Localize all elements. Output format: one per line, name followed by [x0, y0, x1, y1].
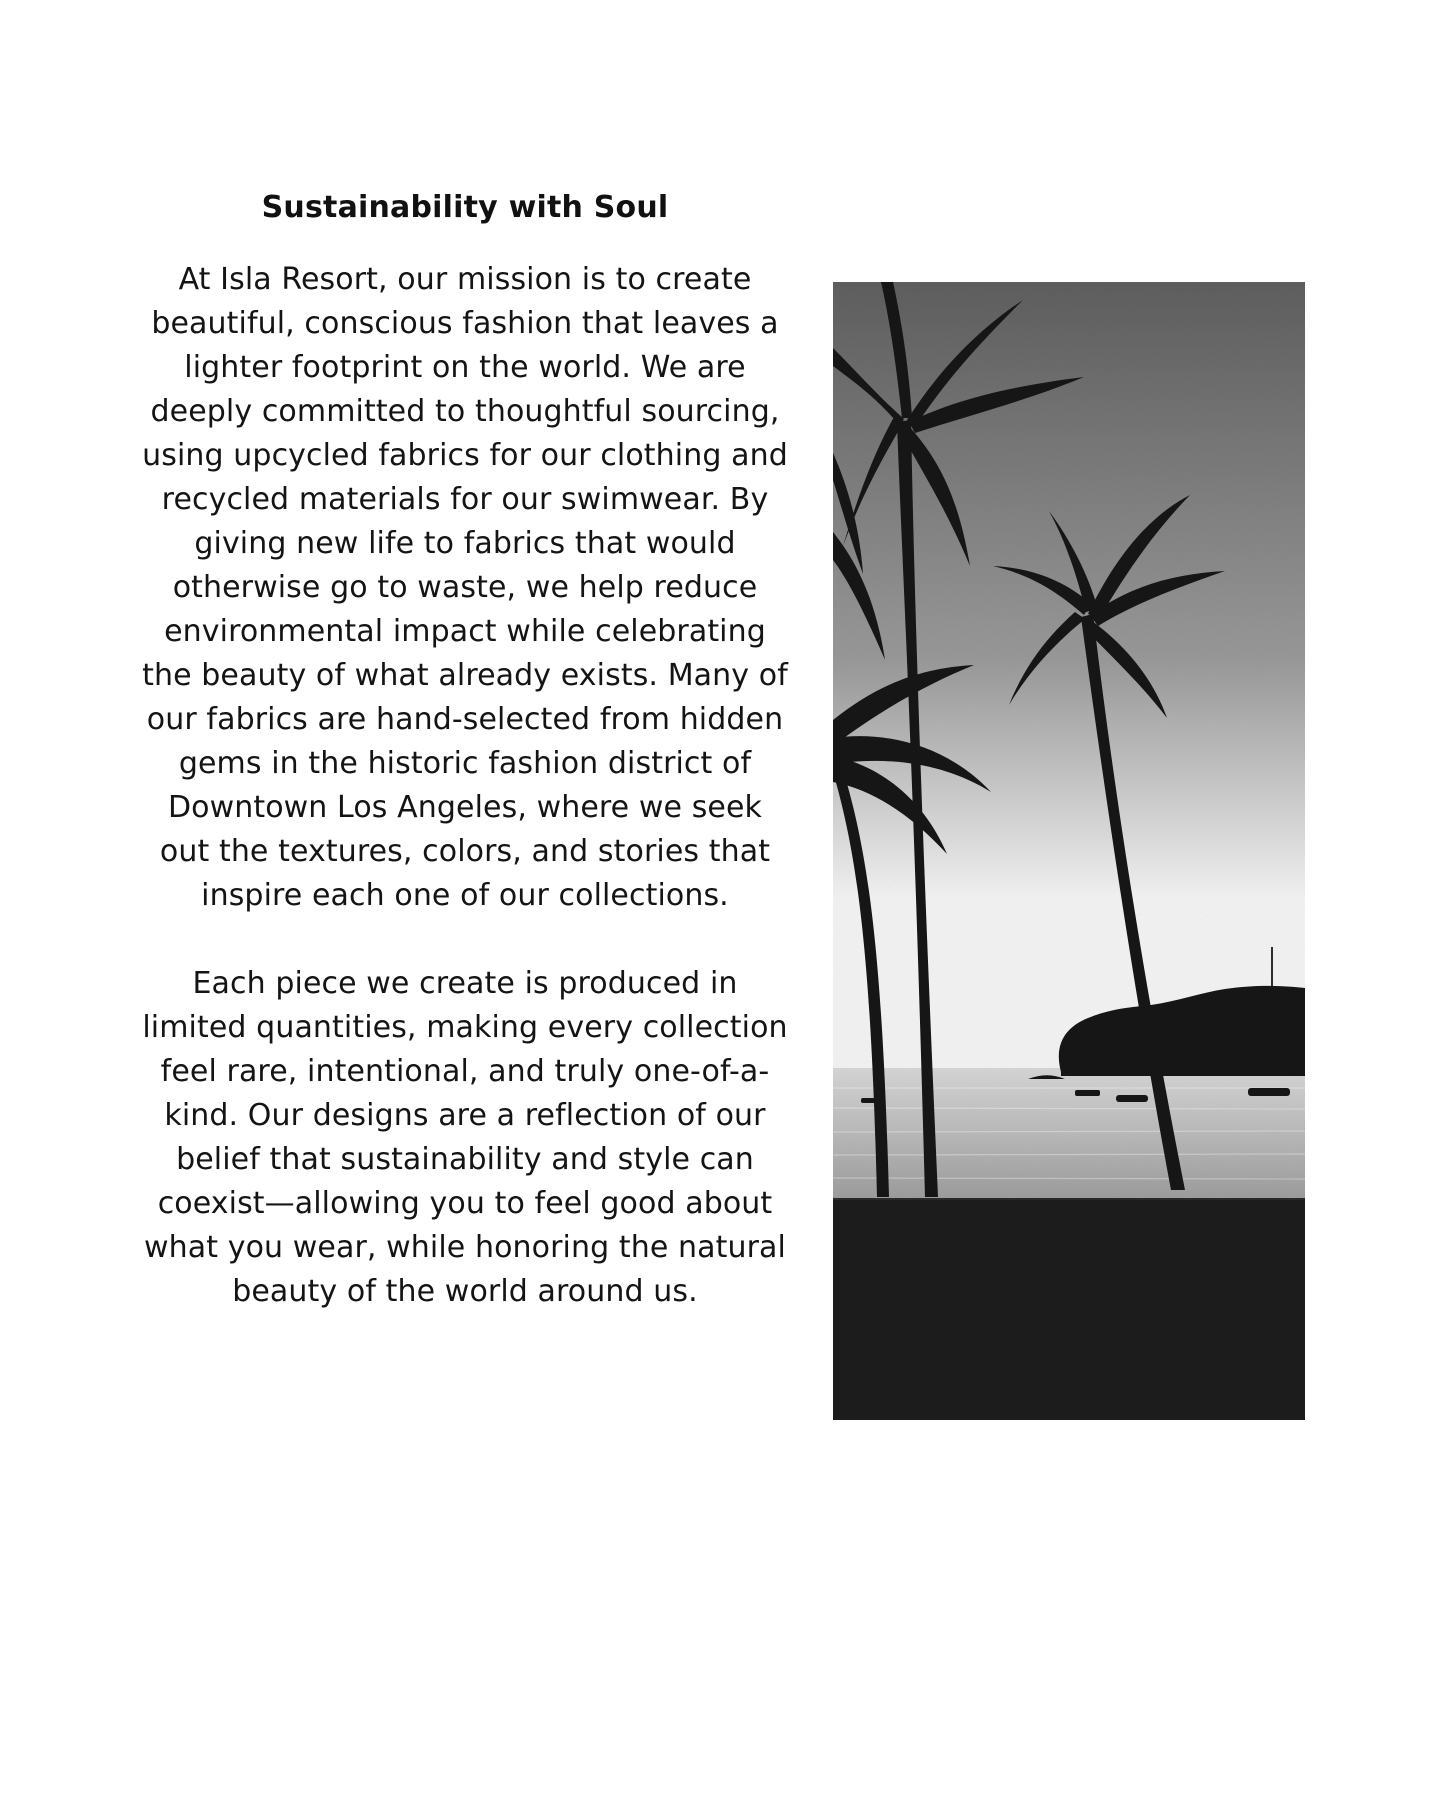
section-heading: Sustainability with Soul [261, 190, 669, 225]
foreground-beach [833, 1200, 1305, 1420]
text-column [140, 190, 790, 1358]
palm-beach-photo [833, 282, 1305, 1420]
limited-collection-paragraph: Each piece we create is produced in limited quantities, making every collection feel rare, intentional, and truly one-of-a-kind. Our designs are a reflection of our belief that sustainability and style can coexist—allowing you to feel good about what you wear, while honoring the natural beauty of the world around us. [142, 966, 788, 1309]
mission-paragraph: At Isla Resort, our mission is to create beautiful, conscious fashion that leaves a lighter footprint on the world. We are deeply committed to thoughtful sourcing, using upcycled fabrics for our clothing and recycled materials for our swimwear. By giving new life to fabrics that would otherwise go to waste, we help reduce environmental impact while celebrating the beauty of what already exists. Many of our fabrics are hand-selected from hidden gems in the historic fashion district of Downtown Los Angeles, where we seek out the textures, colors, and stories that inspire each one of our collections. [142, 262, 788, 913]
palm-beach-illustration [833, 282, 1305, 1420]
